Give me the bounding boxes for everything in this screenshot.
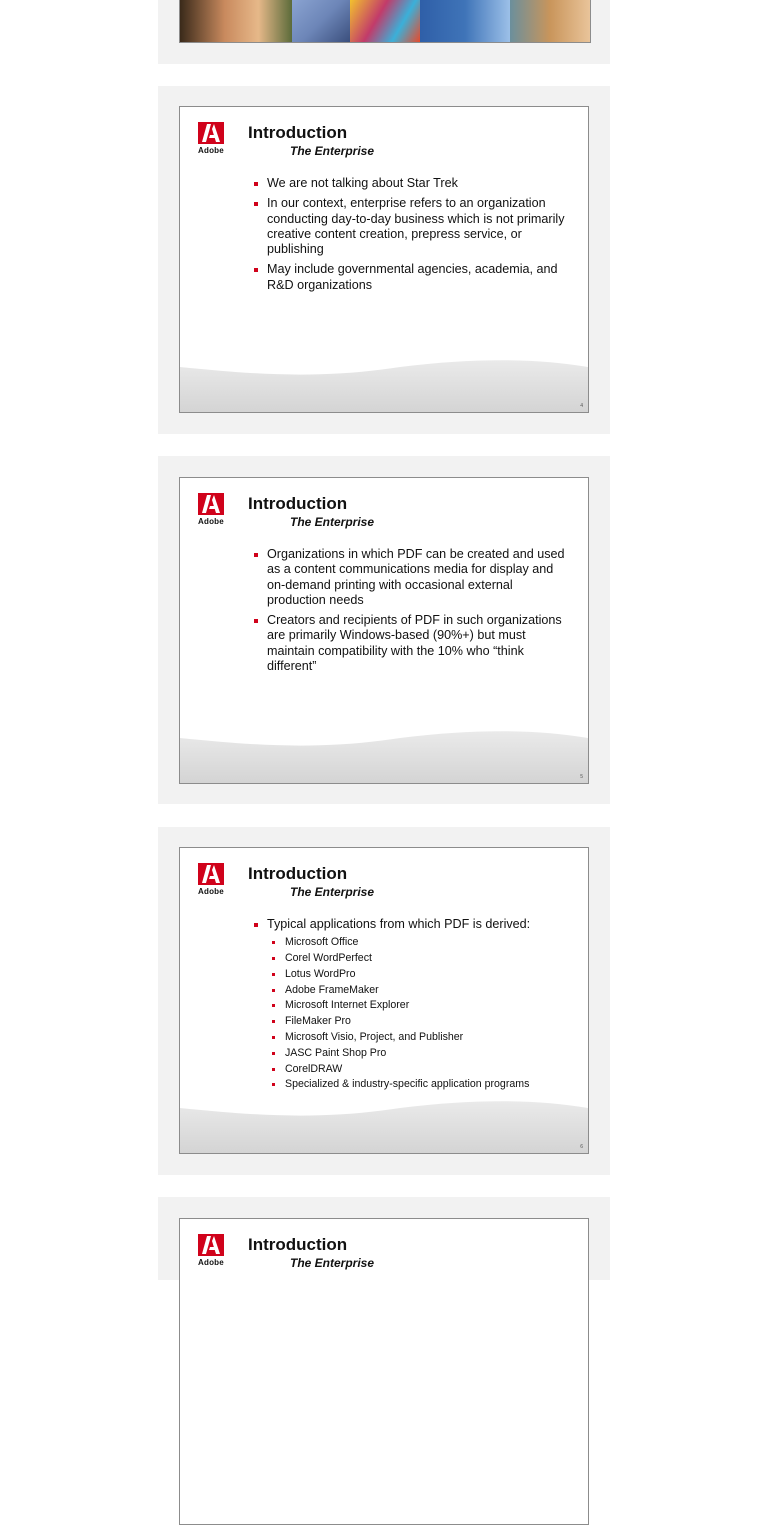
slide-title: Introduction — [248, 864, 348, 883]
portrait-painting-image — [510, 0, 590, 42]
slide-number: 4 — [580, 403, 583, 409]
bullet-item: Creators and recipients of PDF in such organizations are primarily Windows-based (90%+) but must maintain compatibility with the 10% who “think different” — [254, 613, 574, 674]
bullet-item: Organizations in which PDF can be created and used as a content communications media for display and on-demand printing with occasional external production needs — [254, 547, 574, 608]
adobe-logo-text: Adobe — [198, 146, 224, 155]
sub-bullet-item: Lotus WordPro — [272, 967, 584, 983]
slide — [179, 106, 589, 413]
adobe-logo-icon — [198, 1234, 224, 1256]
sub-bullet-item: Specialized & industry-specific application programs — [272, 1077, 584, 1093]
pen-drawing-image — [292, 0, 350, 42]
slide-title: Introduction — [248, 494, 348, 513]
adobe-logo — [198, 122, 226, 155]
bullet-item: In our context, enterprise refers to an organization conducting day-to-day business which is not primarily creative content creation, prepress service, or publishing — [254, 196, 574, 257]
sub-bullet-item: FileMaker Pro — [272, 1014, 584, 1030]
banner-image-strip — [179, 0, 591, 43]
sub-bullet-item: Microsoft Internet Explorer — [272, 998, 584, 1014]
adobe-logo — [198, 863, 226, 896]
slide-subtitle: The Enterprise — [290, 885, 375, 899]
slide-number: 6 — [580, 1144, 583, 1150]
slide-subtitle: The Enterprise — [290, 144, 375, 158]
adobe-logo — [198, 1234, 226, 1267]
digital-collage-image — [420, 0, 510, 42]
adobe-logo-icon — [198, 493, 224, 515]
slide — [179, 1218, 589, 1525]
slide-card — [158, 827, 610, 1175]
slide-number: 5 — [580, 774, 583, 780]
adobe-logo — [198, 493, 226, 526]
slide-card — [158, 456, 610, 804]
slide-card — [158, 1197, 610, 1280]
sub-bullet-item: CorelDRAW — [272, 1062, 584, 1078]
slide — [179, 847, 589, 1154]
slide — [179, 477, 589, 784]
bullet-list — [254, 917, 584, 1098]
adobe-logo-text: Adobe — [198, 517, 224, 526]
sub-bullet-item: Microsoft Visio, Project, and Publisher — [272, 1030, 584, 1046]
slide-title: Introduction — [248, 123, 348, 142]
bullet-list — [254, 547, 574, 679]
slide-subtitle: The Enterprise — [290, 515, 375, 529]
sub-bullet-item: Corel WordPerfect — [272, 951, 584, 967]
adobe-logo-text: Adobe — [198, 887, 224, 896]
bullet-item: We are not talking about Star Trek — [254, 176, 574, 191]
slide-title: Introduction — [248, 1235, 348, 1254]
sub-bullet-item: JASC Paint Shop Pro — [272, 1046, 584, 1062]
bullet-item — [254, 917, 584, 1093]
color-palette-image — [350, 0, 420, 42]
child-photo — [180, 0, 292, 42]
slide-card-banner — [158, 0, 610, 64]
bullet-list — [254, 176, 574, 298]
bullet-item: May include governmental agencies, academia, and R&D organizations — [254, 262, 574, 293]
slide-wave-decoration — [180, 728, 588, 783]
adobe-logo-icon — [198, 122, 224, 144]
adobe-logo-icon — [198, 863, 224, 885]
slide-card — [158, 86, 610, 434]
sub-bullet-list — [272, 935, 584, 1093]
sub-bullet-item: Microsoft Office — [272, 935, 584, 951]
slide-wave-decoration — [180, 357, 588, 412]
slide-subtitle: The Enterprise — [290, 1256, 375, 1270]
slide-wave-decoration — [180, 1098, 588, 1153]
bullet-lead-text: Typical applications from which PDF is derived: — [267, 917, 531, 931]
sub-bullet-item: Adobe FrameMaker — [272, 983, 584, 999]
adobe-logo-text: Adobe — [198, 1258, 224, 1267]
